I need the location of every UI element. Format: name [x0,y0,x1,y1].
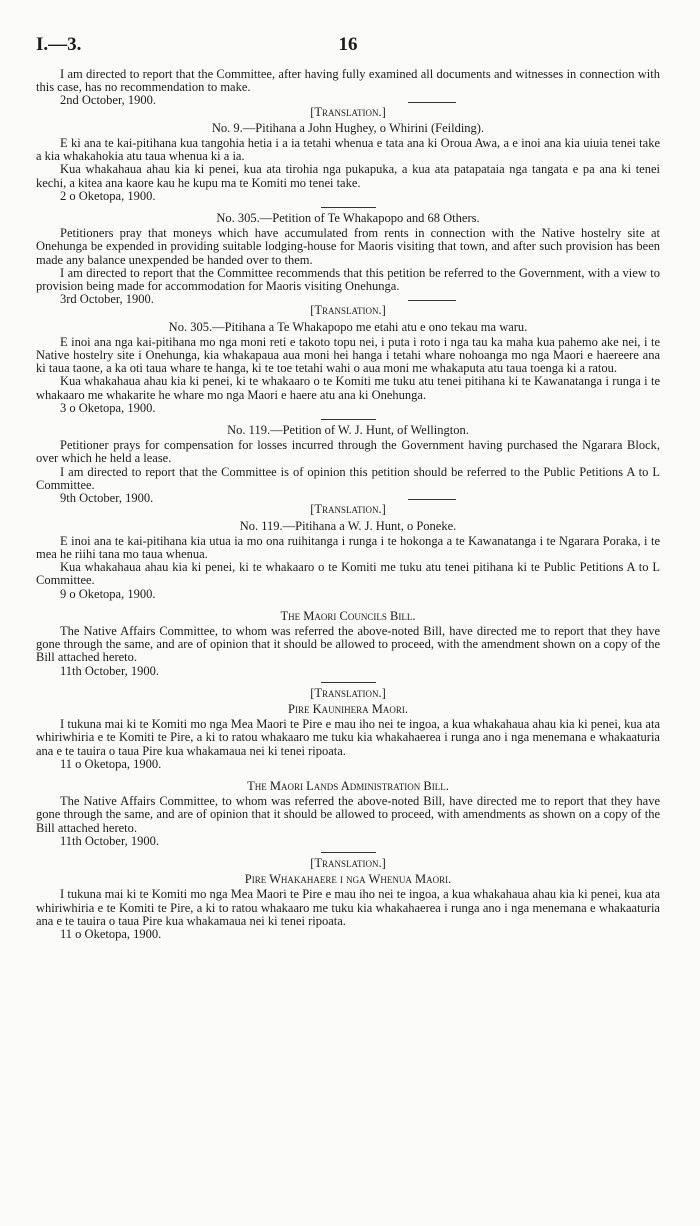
translation-label: [Translation.] [310,104,386,119]
petition-paragraph: E inoi ana nga kai-pitihana mo nga moni reti e takoto topu nei, i puta i roto i nga tau ka maha kua pahemo ake nei, i te Native hostelry site i Onehunga, kia whakapaua aua moni hei hanga i tetahi whare nohoanga mo nga Maori e haereere ana ki taua taone, a ka oti taua whare te hanga, ki te toe tetahi wahi o aua moni me whakaputa atu taua toenga ki a ratou. [36,334,660,376]
report-date: 11th October, 1900. [60,663,160,678]
report-paragraph: I am directed to report that the Committee, after having fully examined all documents and witnesses in connection with this case, has no recommendation to make. [36,67,660,95]
petition-title: No. 305.—Petition of Te Whakapopo and 68 Others. [216,211,480,226]
bill-report-paragraph: I tukuna mai ki te Komiti mo nga Mea Maori te Pire e mau iho nei te ingoa, a kua whakahaua ahau kia ki penei, kua ata whiriwhiria e te Komiti te Pire, a ki to ratou whakaaro me tuku kia whakahaerea i runga ano i nga menemana e whakaaturia ana e te tauira o taua Pire kua whakamaua nei ki tenei ripoata. [36,887,660,928]
bill-report-paragraph: The Native Affairs Committee, to whom was referred the above-noted Bill, have directed me to report that they have gone through the same, and are of opinion that it should be allowed to proceed, with amendments as shown on a copy of the Bill attached hereto. [36,794,660,835]
report-date: 11th October, 1900. [60,833,160,848]
petition-paragraph: Petitioners pray that moneys which have accumulated from rents in connection with the Native hostelry site at Onehunga be expended in providing suitable lodging-house for Maoris visiting that town, and after such provision has been made any balance unexpended be handed over to them. [36,226,660,267]
petition-paragraph: E inoi ana te kai-pitihana kia utua ia mo ona ruihitanga i runga i te hokonga a te Kawanatanga i te Ngarara Poraka, i te mea he riihi tana mo taua whenua. [36,533,660,561]
report-paragraph: I am directed to report that the Committee is of opinion this petition should be referred to the Public Petitions A to L Committee. [36,464,660,492]
petition-title: No. 305.—Pitihana a Te Whakapopo me etahi atu e ono tekau ma waru. [168,319,528,334]
section-divider [408,499,456,500]
page-number: 16 [338,34,358,55]
translation-label: [Translation.] [310,685,386,700]
report-paragraph: Kua whakahaua ahau kia ki penei, ki te whakaaro o te Komiti me tuku atu tenei pitihana ki te Public Petitions A to L Committee. [36,560,660,588]
section-divider [321,419,376,420]
bill-report-paragraph: The Native Affairs Committee, to whom was referred the above-noted Bill, have directed me to report that they have gone through the same, and are of opinion that it should be allowed to proceed, with the amendment shown on a copy of the Bill attached hereto. [36,623,660,665]
report-date: 9th October, 1900. [60,491,154,506]
petition-paragraph: E ki ana te kai-pitihana kua tangohia hetia i a ia tetahi whenua e tata ana ki Oroua Awa, a e inoi ana kia uiuia tenei take a kia whakahokia atu taua whenua ki a ia. [36,136,660,164]
translation-label: [Translation.] [310,502,386,517]
report-date: 3rd October, 1900. [60,292,154,307]
petition-title: No. 119.—Pitihana a W. J. Hunt, o Poneke. [239,518,457,533]
report-date: 9 o Oketopa, 1900. [60,586,156,601]
report-paragraph: Kua whakahaua ahau kia ki penei, kua ata tirohia nga pukapuka, a kua ata patapataia nga tangata e pa ana ki tenei kechi, a kitea ana kaore kau he kupu ma te Komiti mo tenei take. [36,162,660,190]
translation-label: [Translation.] [310,855,386,870]
petition-paragraph: Petitioner prays for compensation for losses incurred through the Government having purchased the Ngarara Block, over which he held a lease. [36,438,660,466]
report-paragraph: I am directed to report that the Committee recommends that this petition be referred to the Government, with a view to provision being made for accommodation for Maoris visiting Onehunga. [36,265,660,294]
bill-title: Pire Kaunihera Maori. [288,701,408,716]
section-divider [321,682,376,683]
bill-title: Pire Whakahaere i nga Whenua Maori. [244,872,452,887]
section-divider [408,300,456,301]
report-date: 3 o Oketopa, 1900. [60,400,156,415]
report-date: 11 o Oketopa, 1900. [60,756,162,771]
bill-report-paragraph: I tukuna mai ki te Komiti mo nga Mea Maori te Pire e mau iho nei te ingoa, a kua whakahaua ahau kia ki penei, kua ata whiriwhiria e te Komiti te Pire, a ki to ratou whakaaro me tuku kia whakahaerea i runga ano i nga menemana e whakaaturia ana e te tauira o taua Pire kua whakamaua nei ki tenei ripoata. [36,717,660,758]
section-divider [321,207,376,208]
section-divider [408,102,456,103]
petition-title: No. 9.—Pitihana a John Hughey, o Whirini (Feilding). [211,120,485,135]
page-reference: I.—3. [36,34,82,55]
bill-title: The Maori Lands Administration Bill. [247,778,449,793]
report-date: 11 o Oketopa, 1900. [60,926,162,941]
section-divider [321,852,376,853]
bill-title: The Maori Councils Bill. [280,608,416,623]
page-header [36,34,660,68]
report-date: 2nd October, 1900. [60,93,157,108]
report-paragraph: Kua whakahaua ahau kia ki penei, ki te whakaaro o te Komiti me tuku atu tenei pitihana ki te Kawanatanga i runga i te whakaaro me whakarite he whare mo nga Maori e haere atu ana ki Onehunga. [36,374,660,402]
report-date: 2 o Oketopa, 1900. [60,188,156,203]
petition-title: No. 119.—Petition of W. J. Hunt, of Wellington. [227,423,469,438]
translation-label: [Translation.] [310,303,386,318]
